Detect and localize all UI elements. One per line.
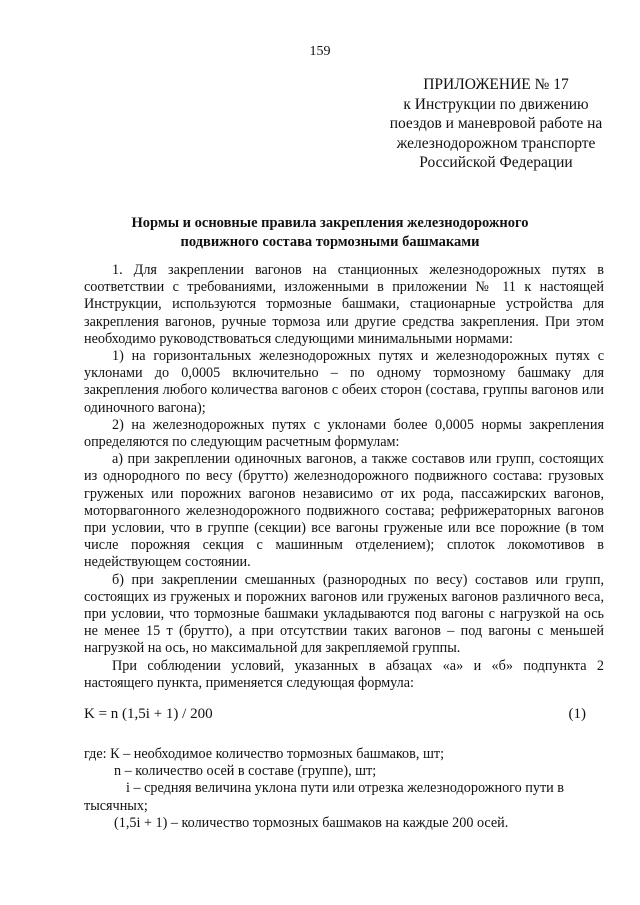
appendix-line: Российской Федерации bbox=[419, 154, 573, 171]
title-line: Нормы и основные правила закрепления железнодорожного bbox=[131, 215, 529, 231]
paragraph: 1) на горизонтальных железнодорожных путях и железнодорожных путях с уклонами до 0,0005 включительно – по одному тормозному башмаку для закрепления любого количества вагонов с обеих сторон (состава, группы вагонов или одиночного вагона); bbox=[84, 348, 604, 416]
paragraph: б) при закреплении смешанных (разнородных по весу) составов или групп, состоящих из груженых и порожних вагонов или груженых вагонов различного веса, при условии, что тормозные башмаки укладываются под вагоны с нагрузкой на ось не менее 15 т (брутто), а при отсутствии таких вагонов – под вагоны с меньшей нагрузкой на ось, но максимальной для закрепляемой группы. bbox=[84, 571, 604, 657]
paragraph: 1. Для закреплении вагонов на станционных железнодорожных путях в соответствии с требованиями, изложенными в приложении № 11 к настоящей Инструкции, используются тормозные башмаки, стационарные устройства для закрепления вагонов, ручные тормоза или другие средства закрепления. При этом необходимо руководствоваться следующими минимальными нормами: bbox=[84, 262, 604, 347]
legend-item: n – количество осей в составе (группе), шт; bbox=[114, 763, 377, 780]
document-body bbox=[84, 262, 604, 832]
formula-number: (1) bbox=[568, 706, 586, 723]
appendix-line: железнодорожном транспорте bbox=[396, 134, 596, 152]
formula-legend bbox=[84, 746, 604, 832]
appendix-line: поездов и маневровой работе на bbox=[389, 115, 603, 132]
appendix-header bbox=[386, 75, 606, 173]
appendix-line: к Инструкции по движению bbox=[403, 95, 589, 113]
paragraph: 2) на железнодорожных путях с уклонами более 0,0005 нормы закрепления определяются по следующим расчетным формулам: bbox=[84, 416, 604, 451]
page-number: 159 bbox=[309, 44, 331, 59]
formula-expression: K = n (1,5i + 1) / 200 bbox=[84, 706, 213, 723]
paragraph: а) при закреплении одиночных вагонов, а также составов или групп, состоящих из однородного по весу (брутто) железнодорожного подвижного состава: грузовых груженых или порожних вагонов независимо от их рода, пассажирских вагонов, моторвагонного железнодорожного подвижного состава; рефрижераторных вагонов при условии, что в группе (секции) все вагоны груженые или все порожние (в том числе порожняя секция с машинным отделением); сплоток локомотивов в недействующем состоянии. bbox=[84, 451, 604, 571]
appendix-title: ПРИЛОЖЕНИЕ № 17 bbox=[423, 76, 569, 93]
legend-item: i – средняя величина уклона пути или отрезка железнодорожного пути в bbox=[126, 780, 565, 797]
title-line: подвижного состава тормозными башмаками bbox=[180, 234, 480, 250]
legend-item: где: К – необходимое количество тормозных башмаков, шт; bbox=[84, 746, 445, 763]
legend-item: тысячных; bbox=[84, 797, 148, 814]
paragraph: При соблюдении условий, указанных в абзацах «а» и «б» подпункта 2 настоящего пункта, применяется следующая формула: bbox=[84, 657, 604, 691]
legend-item: (1,5i + 1) – количество тормозных башмаков на каждые 200 осей. bbox=[114, 814, 509, 831]
formula bbox=[84, 706, 604, 728]
document-title bbox=[60, 214, 600, 252]
